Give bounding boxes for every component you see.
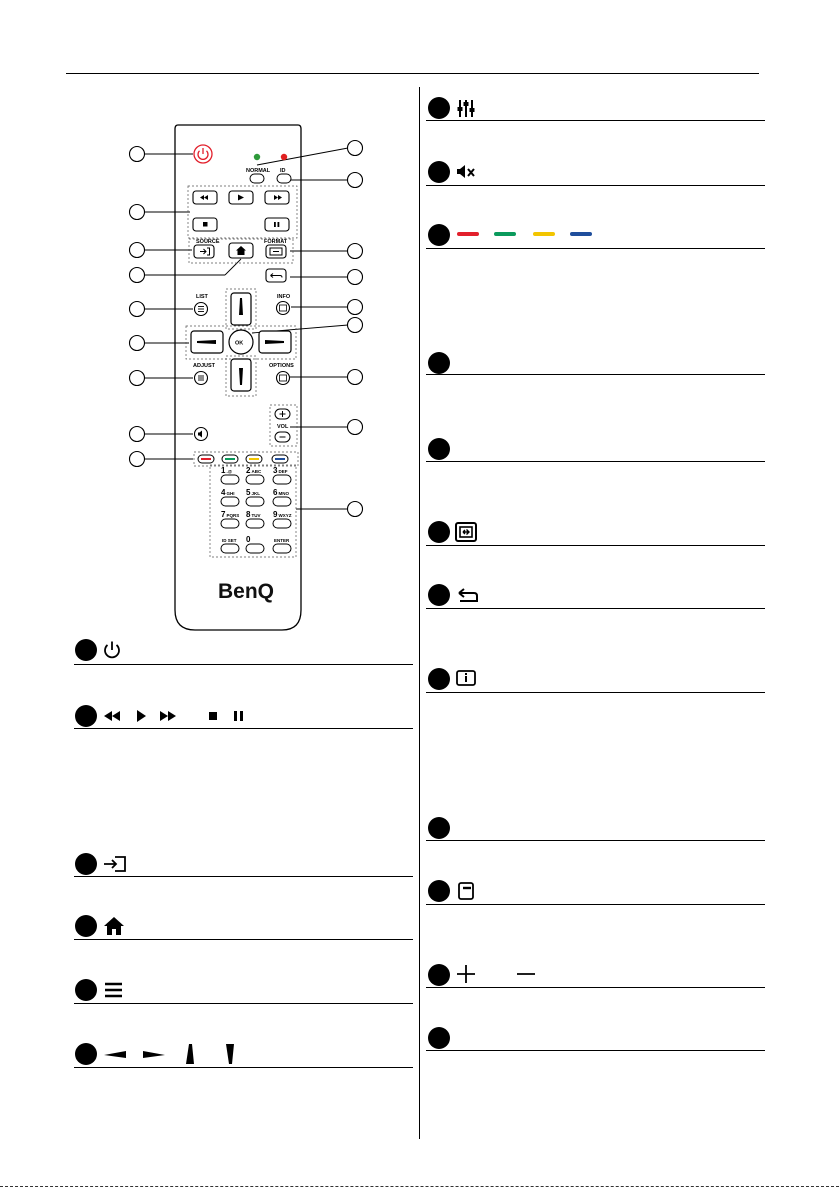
numpad-key-label: 8TUV [246,510,261,519]
numpad-key [221,544,239,553]
legend-marker [428,817,450,839]
numpad-key [273,544,291,553]
info-icon [456,670,478,686]
normal-label: NORMAL [246,168,271,174]
source-label: SOURCE [196,239,220,245]
numpad-key-label: 4GHI [221,488,235,497]
legend-rule [426,461,765,462]
column-divider [419,87,420,1139]
legend-marker [75,853,97,875]
red-color-key [457,232,479,236]
play-icon [137,710,146,722]
yellow-color-key [533,232,555,236]
numpad-key-label: 5JKL [246,488,260,497]
legend-rule [426,904,765,905]
legend-marker [428,438,450,460]
legend-marker [428,224,450,246]
numpad-key [246,544,264,553]
legend-marker [428,1027,450,1049]
legend-marker [428,161,450,183]
arrow-down-icon [226,1044,234,1064]
arrow-left-icon [104,1051,126,1058]
header-rule [66,73,759,74]
numpad-key [221,497,239,506]
legend-marker [75,979,97,1001]
numpad-key [273,497,291,506]
legend-marker [428,521,450,543]
legend-marker [75,1043,97,1065]
legend-rule [426,987,765,988]
id-label: ID [280,168,286,174]
blue-color-key [570,232,592,236]
remote-illustration [120,118,380,643]
info-label: INFO [277,294,291,300]
legend-marker [428,880,450,902]
legend-marker [428,352,450,374]
numpad-key [273,475,291,484]
rewind-icon [104,711,120,721]
list-label: LIST [196,294,208,300]
numpad-key [246,497,264,506]
source-input-icon [103,854,129,874]
legend-marker [75,639,97,661]
numpad-key-label: 7PQRS [221,510,240,519]
legend-rule [426,545,765,546]
power-icon [101,639,123,661]
legend-rule [426,185,765,186]
media-controls-icons [104,706,254,726]
numpad-key-label: ID SET [222,538,237,543]
options-label: OPTIONS [269,363,294,369]
numpad-key-label: 6MNO [273,488,289,497]
green-color-key [494,232,516,236]
numpad-key-label: ENTER [274,538,290,543]
legend-rule [74,939,413,940]
legend-rule [74,664,413,665]
arrow-right-icon [143,1051,165,1058]
legend-rule [74,876,413,877]
legend-marker [75,705,97,727]
ok-label: OK [235,340,244,347]
adjust-label: ADJUST [193,363,216,369]
minus-icon [516,964,536,984]
numpad-key-label: 2ABC [246,466,262,475]
legend-rule [74,1067,413,1068]
fast-forward-icon [160,711,176,721]
legend-rule [426,120,765,121]
numpad-key [221,519,239,528]
numpad-key [246,475,264,484]
legend-rule [74,1003,413,1004]
numpad-key-label: 1.@ [221,466,233,475]
numpad-key-label: 0 [246,535,251,544]
mute-icon [456,163,478,181]
options-icon [458,881,476,901]
adjust-sliders-icon [456,97,478,119]
legend-marker [428,964,450,986]
navigation-arrows-icons [104,1042,244,1066]
vol-label: VOL [277,424,289,430]
arrow-up-icon [186,1044,194,1064]
legend-rule [426,374,765,375]
brand-logo: BenQ [218,580,275,603]
page-bottom-edge [0,1186,839,1187]
numpad-key-label: 3DEF [273,466,288,475]
legend-rule [426,248,765,249]
legend-rule [426,692,765,693]
list-icon [104,980,124,1000]
numpad-key [246,519,264,528]
pause-icon [234,711,243,721]
back-icon [456,586,480,604]
legend-marker [428,584,450,606]
plus-icon [456,964,476,984]
numpad-key-label: 9WXYZ [273,510,292,519]
legend-rule [426,1050,765,1051]
numpad-key [273,519,291,528]
legend-marker [428,668,450,690]
legend-marker [75,915,97,937]
format-icon [455,522,477,542]
legend-rule [426,608,765,609]
home-icon [103,916,125,936]
legend-rule [74,728,413,729]
numpad-key [221,475,239,484]
legend-rule [426,840,765,841]
format-label: FORMAT [264,239,288,245]
stop-icon [209,712,217,720]
legend-marker [428,97,450,119]
